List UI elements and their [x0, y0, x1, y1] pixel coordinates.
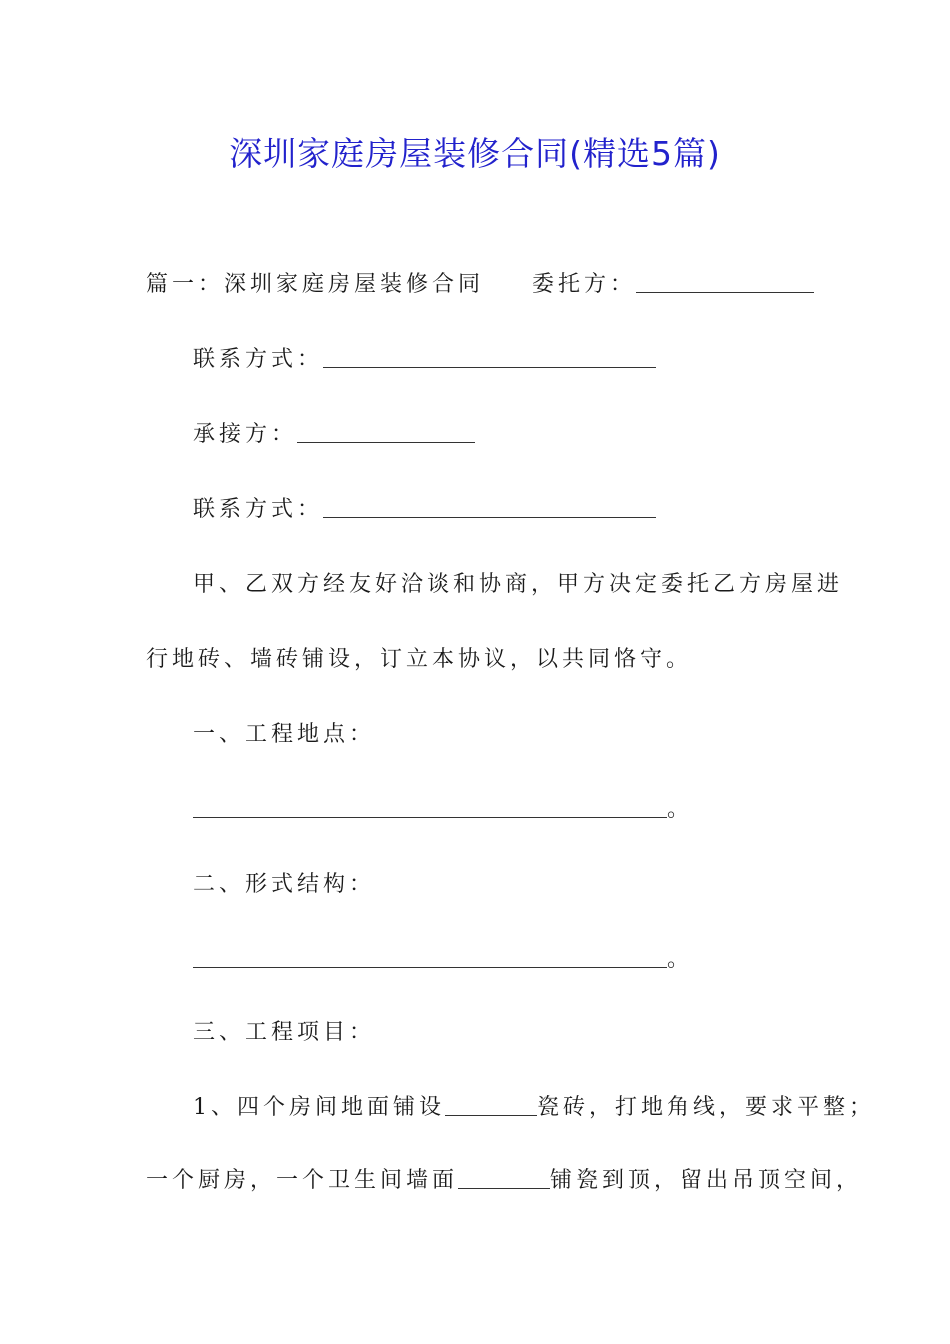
contractor-contact-blank — [323, 497, 656, 518]
line-contractor — [193, 420, 475, 450]
section-one-heading: 一、工程地点： — [193, 722, 376, 747]
structure-period: 。 — [667, 947, 694, 972]
client-contact-label: 联系方式： — [193, 347, 324, 372]
paragraph-intro-1: 甲、乙双方经友好洽谈和协商，甲方决定委托乙方房屋进 — [193, 572, 844, 597]
section-three-heading: 三、工程项目： — [193, 1020, 376, 1045]
client-label: 委托方： — [532, 272, 637, 297]
client-contact-blank — [323, 347, 656, 368]
part-one-heading: 篇一：深圳家庭房屋装修合同 — [146, 272, 485, 297]
section-two-heading: 二、形式结构： — [193, 872, 376, 897]
tile-type-blank-2 — [458, 1168, 550, 1189]
item-two-text-a: 一个厨房，一个卫生间墙面 — [146, 1168, 459, 1193]
line-client-contact — [193, 345, 656, 375]
item-two-text-b: 铺瓷到顶，留出吊顶空间， — [550, 1168, 863, 1193]
item-one-line-1 — [193, 1093, 875, 1123]
contractor-label: 承接方： — [193, 422, 298, 447]
location-period: 。 — [667, 797, 694, 822]
line-contractor-contact — [193, 495, 656, 525]
paragraph-intro-2: 行地砖、墙砖铺设，订立本协议，以共同恪守。 — [146, 647, 693, 672]
structure-blank — [193, 947, 667, 968]
contractor-contact-label: 联系方式： — [193, 497, 324, 522]
section-one-blank-line — [193, 795, 693, 825]
location-blank — [193, 797, 667, 818]
tile-type-blank-1 — [445, 1095, 537, 1116]
item-one-line-2 — [146, 1166, 862, 1196]
item-one-text-a: 1、四个房间地面铺设 — [193, 1095, 445, 1120]
line-part-one — [146, 270, 814, 300]
contractor-blank — [297, 422, 475, 443]
client-blank — [636, 272, 814, 293]
item-one-text-b: 瓷砖，打地角线，要求平整； — [537, 1095, 876, 1120]
document-title: 深圳家庭房屋装修合同(精选5篇) — [229, 134, 721, 173]
section-two-blank-line — [193, 945, 693, 975]
